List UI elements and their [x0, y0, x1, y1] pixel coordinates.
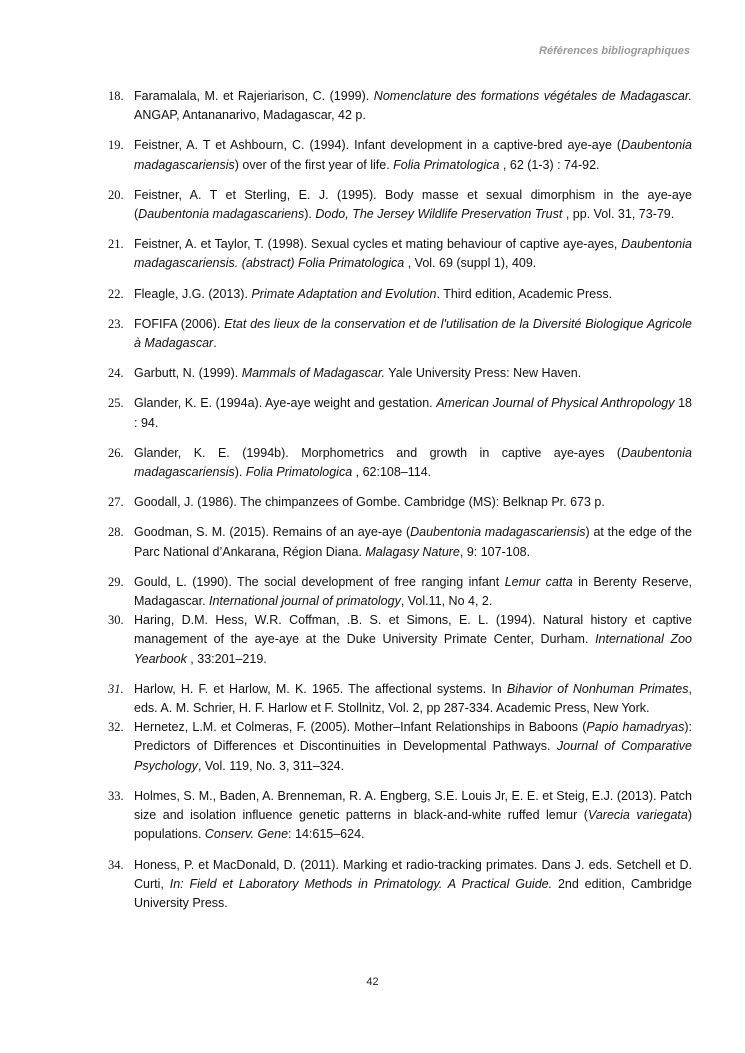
- reference-italic-text: Bihavior of Nonhuman Primates: [506, 681, 689, 696]
- reference-text: [134, 682, 692, 715]
- reference-item: [108, 444, 692, 482]
- reference-text: [134, 237, 692, 270]
- reference-plain-text: Faramalala, M. et Rajeriarison, C. (1999).: [134, 89, 374, 103]
- reference-item: [108, 364, 692, 383]
- reference-italic-text: Journal of Comparative Psychology: [134, 739, 693, 773]
- reference-item: [108, 718, 692, 776]
- reference-plain-text: ): Predictors of Differences et Discontinuities in Developmental Pathways.: [134, 720, 692, 754]
- reference-text: [134, 188, 692, 221]
- reference-item: [108, 315, 692, 353]
- reference-text: [134, 138, 692, 171]
- reference-plain-text: , 9: 107-108.: [459, 544, 531, 559]
- reference-number: 30.: [108, 613, 124, 628]
- reference-italic-text: In: Field et Laboratory Methods in Primatology. A Practical Guide.: [169, 876, 553, 891]
- reference-italic-text: Daubentonia madagascariensis: [134, 138, 692, 172]
- reference-italic-text: Folia Primatologica: [245, 465, 353, 480]
- reference-plain-text: , eds. A. M. Schrier, H. F. Harlow et F. Stollnitz, Vol. 2, pp 287-334. Academic Press, New York.: [134, 681, 692, 716]
- reference-italic-text: Daubentonia madagascariens: [138, 207, 305, 222]
- reference-number: 29.: [108, 574, 124, 589]
- reference-plain-text: ANGAP, Antananarivo, Madagascar, 42 p.: [134, 108, 366, 123]
- reference-plain-text: Feistner, A. T et Ashbourn, C. (1994). Infant development in a captive-bred aye-aye (: [134, 138, 622, 153]
- reference-item: [108, 787, 692, 845]
- reference-text: [134, 720, 692, 772]
- running-header: Références bibliographiques: [539, 45, 690, 57]
- reference-plain-text: : 14:615–624.: [288, 827, 365, 842]
- reference-italic-text: Dodo, The Jersey Wildlife Preservation Trust: [315, 207, 563, 222]
- reference-plain-text: 2nd edition, Cambridge University Press.: [134, 876, 692, 910]
- reference-number: 31.: [108, 681, 124, 696]
- reference-number: 22.: [108, 286, 124, 301]
- reference-plain-text: , Vol. 119, No. 3, 311–324.: [197, 758, 345, 773]
- reference-plain-text: Glander, K. E. (1994b). Morphometrics and growth in captive aye-ayes (: [134, 445, 622, 460]
- reference-plain-text: Feistner, A. T et Sterling, E. J. (1995). Body masse et sexual dimorphism in the aye-aye (: [134, 187, 692, 222]
- reference-plain-text: . Third edition, Academic Press.: [436, 286, 613, 301]
- reference-number: 21.: [108, 237, 124, 252]
- reference-plain-text: , 33:201–219.: [186, 651, 267, 666]
- reference-plain-text: Harlow, H. F. et Harlow, M. K. 1965. The affectional systems. In: [134, 681, 507, 696]
- reference-plain-text: Yale University Press: New Haven.: [385, 366, 582, 381]
- reference-italic-text: Primate Adaptation and Evolution: [251, 286, 437, 301]
- reference-text: [134, 396, 692, 429]
- reference-plain-text: Goodall, J. (1986). The chimpanzees of Gombe. Cambridge (MS): Belknap Pr. 673 p.: [134, 495, 605, 510]
- reference-plain-text: FOFIFA (2006).: [134, 316, 225, 331]
- reference-text: [134, 366, 581, 380]
- reference-item: [108, 493, 692, 512]
- reference-number: 24.: [108, 366, 124, 381]
- reference-item: [108, 235, 692, 273]
- reference-italic-text: Folia Primatologica: [393, 157, 500, 172]
- reference-number: 20.: [108, 187, 124, 202]
- reference-plain-text: , pp. Vol. 31, 73-79.: [562, 207, 675, 222]
- reference-list: [108, 87, 692, 913]
- reference-italic-text: Conserv. Gene: [204, 827, 289, 842]
- reference-text: [134, 317, 692, 350]
- reference-plain-text: Glander, K. E. (1994a). Aye-aye weight and gestation.: [134, 396, 437, 411]
- reference-plain-text: Haring, D.M. Hess, W.R. Coffman, .B. S. et Simons, E. L. (1994). Natural history et captive management of the aye-aye at the Duke University Primate Center, Durham.: [134, 613, 692, 647]
- reference-plain-text: in Berenty Reserve, Madagascar.: [134, 574, 692, 609]
- reference-number: 33.: [108, 788, 124, 803]
- page-number: 42: [366, 976, 379, 988]
- reference-number: 27.: [108, 495, 124, 510]
- reference-number: 25.: [108, 396, 124, 411]
- reference-text: [134, 446, 692, 479]
- reference-italic-text: Mammals of Madagascar.: [241, 366, 386, 381]
- reference-plain-text: ) at the edge of the Parc National d’Ankarana, Région Diana.: [134, 525, 692, 559]
- reference-text: [134, 575, 692, 608]
- reference-plain-text: .: [213, 336, 217, 351]
- reference-italic-text: Etat des lieux de la conservation et de l'utilisation de la Diversité Biologique Agricole à Madagascar: [134, 316, 692, 351]
- reference-plain-text: Garbutt, N. (1999).: [134, 366, 242, 381]
- reference-number: 32.: [108, 720, 124, 735]
- reference-number: 28.: [108, 525, 124, 540]
- reference-item: [108, 285, 692, 304]
- reference-plain-text: , Vol.11, No 4, 2.: [400, 594, 493, 609]
- reference-item: [108, 680, 692, 718]
- reference-plain-text: , 62 (1-3) : 74-92.: [499, 157, 600, 172]
- reference-plain-text: ) populations.: [134, 808, 692, 842]
- reference-italic-text: American Journal of Physical Anthropology: [436, 396, 675, 411]
- reference-italic-text: Nomenclature des formations végétales de Madagascar.: [373, 89, 692, 103]
- reference-item: [108, 186, 692, 224]
- reference-plain-text: ) over of the first year of life.: [234, 157, 394, 172]
- reference-text: [134, 287, 612, 301]
- reference-plain-text: ).: [234, 465, 246, 480]
- reference-text: [134, 525, 692, 558]
- reference-text: [134, 789, 692, 841]
- reference-italic-text: Varecia variegata: [587, 808, 688, 823]
- reference-text: [134, 89, 692, 122]
- reference-plain-text: Fleagle, J.G. (2013).: [134, 286, 252, 301]
- reference-number: 23.: [108, 316, 124, 331]
- reference-number: 18.: [108, 89, 124, 103]
- reference-item: [108, 136, 692, 174]
- reference-plain-text: Gould, L. (1990). The social development of free ranging infant: [134, 574, 505, 589]
- reference-plain-text: Goodman, S. M. (2015). Remains of an aye-aye (: [134, 525, 411, 540]
- reference-text: [134, 858, 692, 910]
- reference-plain-text: Hernetez, L.M. et Colmeras, F. (2005). Mother–Infant Relationships in Baboons (: [134, 720, 587, 735]
- reference-text: [134, 613, 692, 665]
- reference-plain-text: Feistner, A. et Taylor, T. (1998). Sexual cycles et mating behaviour of captive aye-ayes,: [134, 237, 622, 252]
- reference-italic-text: Daubentonia madagascariensis: [410, 525, 586, 540]
- reference-italic-text: International Zoo Yearbook: [134, 632, 693, 666]
- reference-italic-text: Malagasy Nature: [365, 544, 460, 559]
- reference-item: [108, 87, 692, 125]
- reference-italic-text: Daubentonia madagascariensis. (abstract) Folia Primatologica: [134, 237, 692, 271]
- reference-plain-text: Holmes, S. M., Baden, A. Brenneman, R. A. Engberg, S.E. Louis Jr, E. E. et Steig, E.J. (2013). Patch size and isolation influence genetic patterns in black-and-white ruffed lemur (: [134, 788, 692, 823]
- reference-text: [134, 495, 605, 509]
- reference-item: [108, 394, 692, 432]
- reference-plain-text: , Vol. 69 (suppl 1), 409.: [404, 256, 537, 271]
- reference-number: 26.: [108, 445, 124, 460]
- reference-number: 34.: [108, 857, 124, 872]
- reference-plain-text: , 62:108–114.: [352, 465, 432, 480]
- reference-item: [108, 856, 692, 914]
- reference-plain-text: ).: [304, 207, 316, 222]
- reference-plain-text: 18 : 94.: [134, 396, 692, 430]
- reference-italic-text: Lemur catta: [504, 574, 573, 589]
- reference-italic-text: International journal of primatology: [209, 594, 401, 609]
- reference-item: [108, 611, 692, 669]
- reference-item: [108, 573, 692, 611]
- reference-italic-text: Papio hamadryas: [586, 720, 685, 735]
- reference-italic-text: Daubentonia madagascariensis: [134, 445, 692, 480]
- reference-plain-text: Honess, P. et MacDonald, D. (2011). Marking et radio-tracking primates. Dans J. eds. Setchell et D. Curti,: [134, 857, 692, 891]
- reference-item: [108, 523, 692, 561]
- reference-number: 19.: [108, 138, 124, 153]
